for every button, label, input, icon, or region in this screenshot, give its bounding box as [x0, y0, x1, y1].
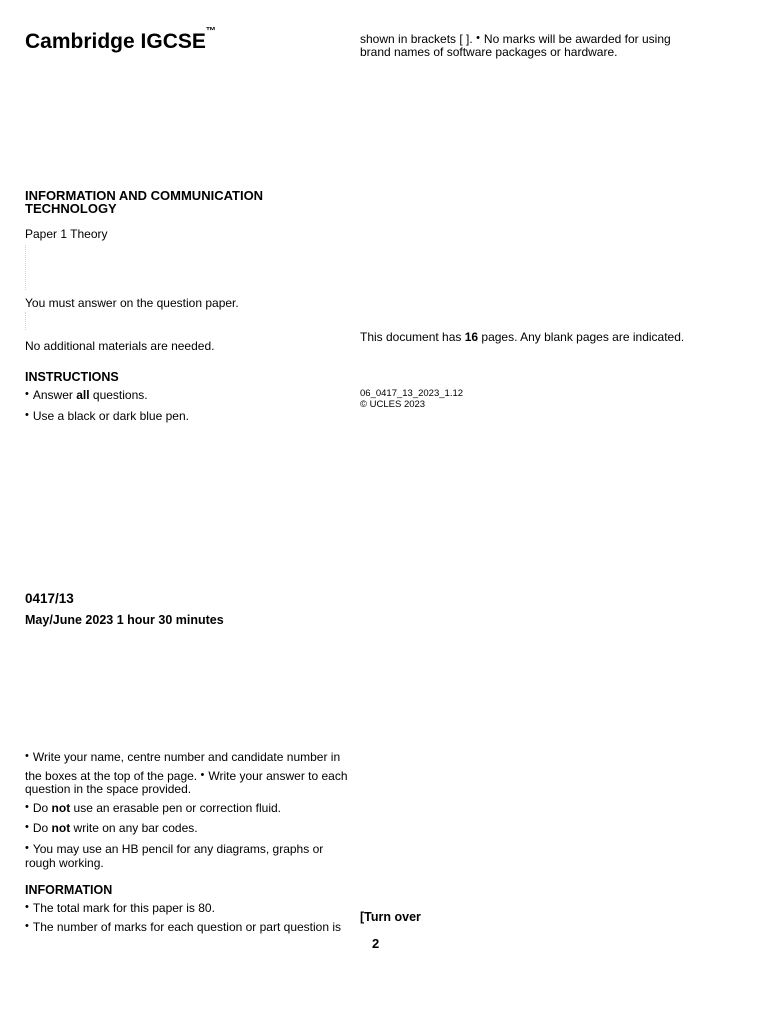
pages-note-post: pages. Any blank pages are indicated. — [478, 330, 685, 344]
instruction-emphasis: not — [51, 801, 71, 815]
information-item — [25, 902, 215, 916]
instruction-text: Write your answer to each — [208, 769, 348, 783]
session-duration: May/June 2023 1 hour 30 minutes — [25, 613, 224, 627]
no-materials-note: No additional materials are needed. — [25, 339, 215, 353]
marks-note-text: shown in brackets [ ]. — [360, 32, 473, 46]
instruction-text: use an erasable pen or correction fluid. — [70, 801, 281, 815]
information-text: The total mark for this paper is 80. — [32, 901, 215, 915]
instruction-emphasis: not — [51, 821, 71, 835]
information-item — [25, 921, 341, 935]
bullet-icon: • — [25, 801, 29, 813]
pages-count: 16 — [464, 330, 479, 344]
answer-on-paper-note: You must answer on the question paper. — [25, 296, 239, 310]
instruction-text: Do — [32, 821, 52, 835]
paper-code: 0417/13 — [25, 591, 74, 606]
bullet-icon: • — [25, 821, 29, 833]
instruction-item — [25, 802, 281, 816]
copyright: © UCLES 2023 — [360, 399, 426, 410]
bullet-icon: • — [200, 769, 205, 781]
instruction-item — [25, 410, 189, 424]
instruction-text: questions. — [89, 388, 148, 402]
instruction-text: Use a black or dark blue pen. — [32, 409, 189, 423]
bullet-icon: • — [25, 901, 29, 913]
information-text: The number of marks for each question or part question is — [32, 920, 342, 934]
bullet-icon: • — [25, 842, 29, 854]
instruction-text: write on any bar codes. — [70, 821, 198, 835]
margin-dotted-line — [25, 245, 27, 290]
information-heading: INFORMATION — [25, 883, 113, 897]
turn-over-label: [Turn over — [360, 910, 421, 924]
instruction-item — [25, 843, 323, 857]
margin-dotted-line — [25, 312, 27, 330]
paper-name: Paper 1 Theory — [25, 227, 108, 241]
instructions-heading: INSTRUCTIONS — [25, 370, 119, 384]
pages-note — [360, 331, 684, 344]
instruction-continuation: question in the space provided. — [25, 782, 192, 796]
instruction-item — [25, 389, 148, 403]
marks-note-bullet-text: No marks will be awarded for using — [483, 32, 671, 46]
subject-line1: INFORMATION AND COMMUNICATION — [25, 188, 264, 203]
instruction-text: You may use an HB pencil for any diagrams, graphs or — [32, 842, 324, 856]
subject-line2: TECHNOLOGY — [25, 201, 117, 216]
instruction-continuation: rough working. — [25, 856, 104, 870]
instruction-item — [25, 822, 198, 836]
bullet-icon: • — [25, 750, 29, 762]
instruction-emphasis: all — [76, 388, 90, 402]
pages-note-pre: This document has — [360, 330, 465, 344]
bullet-icon: • — [25, 388, 29, 400]
brand-text: Cambridge IGCSE — [25, 30, 206, 53]
document-reference: 06_0417_13_2023_1.12 — [360, 388, 464, 399]
instruction-text: Do — [32, 801, 52, 815]
instruction-item — [25, 751, 340, 765]
brand-title — [25, 26, 216, 54]
marks-note-line2: brand names of software packages or hardware. — [360, 45, 618, 59]
instruction-text: the boxes at the top of the page. — [25, 769, 198, 783]
instruction-text: Write your name, centre number and candidate number in — [32, 750, 341, 764]
bullet-icon: • — [25, 409, 29, 421]
page-number: 2 — [372, 936, 380, 951]
subject-title — [25, 189, 263, 215]
trademark-mark: ™ — [205, 26, 216, 37]
bullet-icon: • — [476, 32, 480, 44]
bullet-icon: • — [25, 920, 29, 932]
instruction-text: Answer — [32, 388, 77, 402]
